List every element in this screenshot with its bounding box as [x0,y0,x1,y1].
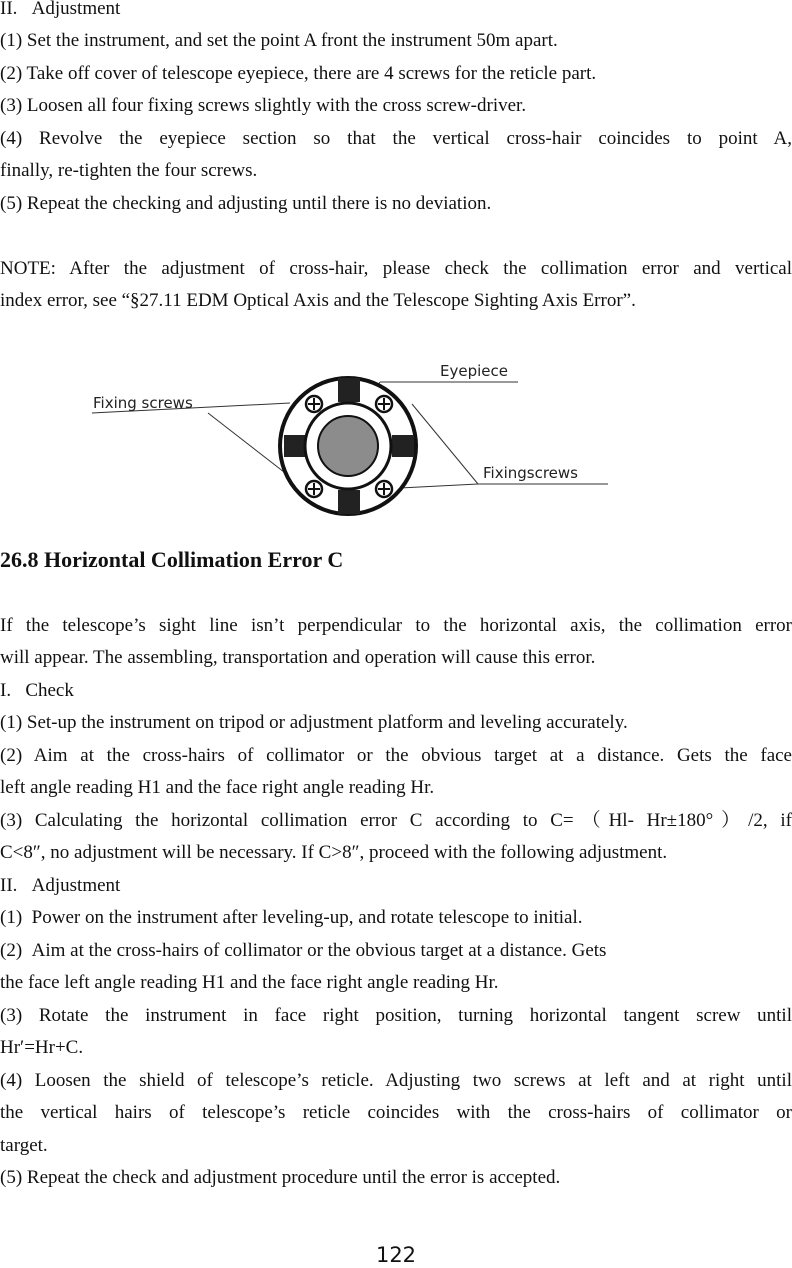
screw-bottom-left [306,481,322,497]
adjust2-line-6: (4) Loosen the shield of telescope’s reticle. Adjusting two screws at left and at right until [0,1070,792,1091]
adjust2-line-4: (3) Rotate the instrument in face right position, turning horizontal tangent screw until [0,1005,792,1026]
bar-left [284,435,306,457]
section-title: 26.8 Horizontal Collimation Error C [0,547,344,572]
leader-line-right-bottom [400,484,478,488]
label-eyepiece: Eyepiece [440,362,508,380]
adjust2-line-5: Hr′=Hr+C. [0,1037,84,1058]
check-line-5: C<8″, no adjustment will be necessary. If C>8″, proceed with the following adjustment. [0,842,668,863]
label-fixing-screws-right: Fixingscrews [483,464,578,482]
adjust-step-2: (2) Take off cover of telescope eyepiece, there are 4 screws for the reticle part. [0,63,597,84]
note-line-1: NOTE: After the adjustment of cross-hair, please check the collimation error and vertical [0,258,792,279]
label-fixing-screws-left: Fixing screws [93,394,193,412]
adjustment-heading: II. Adjustment [0,0,121,19]
intro-line-1: If the telescope’s sight line isn’t perpendicular to the horizontal axis, the collimation error [0,615,792,636]
screw-bottom-right [376,481,392,497]
screw-top-left [306,396,322,412]
adjust2-line-7: the vertical hairs of telescope’s reticle coincides with the cross-hairs of collimator or [0,1102,792,1123]
adjust2-line-1: (1) Power on the instrument after leveling-up, and rotate telescope to initial. [0,907,583,928]
bar-right [392,435,414,457]
bar-bottom [338,490,360,514]
check-line-3: left angle reading H1 and the face right angle reading Hr. [0,777,435,798]
intro-line-2: will appear. The assembling, transportation and operation will cause this error. [0,647,596,668]
check-line-4: (3) Calculating the horizontal collimation error C according to C=（Hl- Hr±180°）/2, if [0,810,792,831]
adjust-step-5: (5) Repeat the checking and adjusting until there is no deviation. [0,193,492,214]
adjust2-line-8: target. [0,1135,48,1156]
adjust2-line-3: the face left angle reading H1 and the face right angle reading Hr. [0,972,499,993]
adjust2-line-9: (5) Repeat the check and adjustment procedure until the error is accepted. [0,1167,561,1188]
eyepiece-lens [318,416,378,476]
eyepiece-diagram [0,0,792,540]
note-line-2: index error, see “§27.11 EDM Optical Axis and the Telescope Sighting Axis Error”. [0,290,636,311]
adjust2-heading: II. Adjustment [0,875,121,896]
adjust-step-1: (1) Set the instrument, and set the point A front the instrument 50m apart. [0,30,558,51]
adjust2-line-2: (2) Aim at the cross-hairs of collimator or the obvious target at a distance. Gets [0,940,607,961]
screw-top-right [376,396,392,412]
check-line-1: (1) Set-up the instrument on tripod or adjustment platform and leveling accurately. [0,712,628,733]
adjust-step-4: (4) Revolve the eyepiece section so that the vertical cross-hair coincides to point A, [0,128,792,149]
check-line-2: (2) Aim at the cross-hairs of collimator or the obvious target at a distance. Gets the face [0,745,792,766]
adjust-step-4-cont: finally, re-tighten the four screws. [0,160,258,181]
bar-top [338,378,360,402]
page-number: 122 [375,1243,417,1267]
leader-line-right-top [412,404,478,484]
adjust-step-3: (3) Loosen all four fixing screws slightly with the cross screw-driver. [0,95,527,116]
check-heading: I. Check [0,680,74,701]
